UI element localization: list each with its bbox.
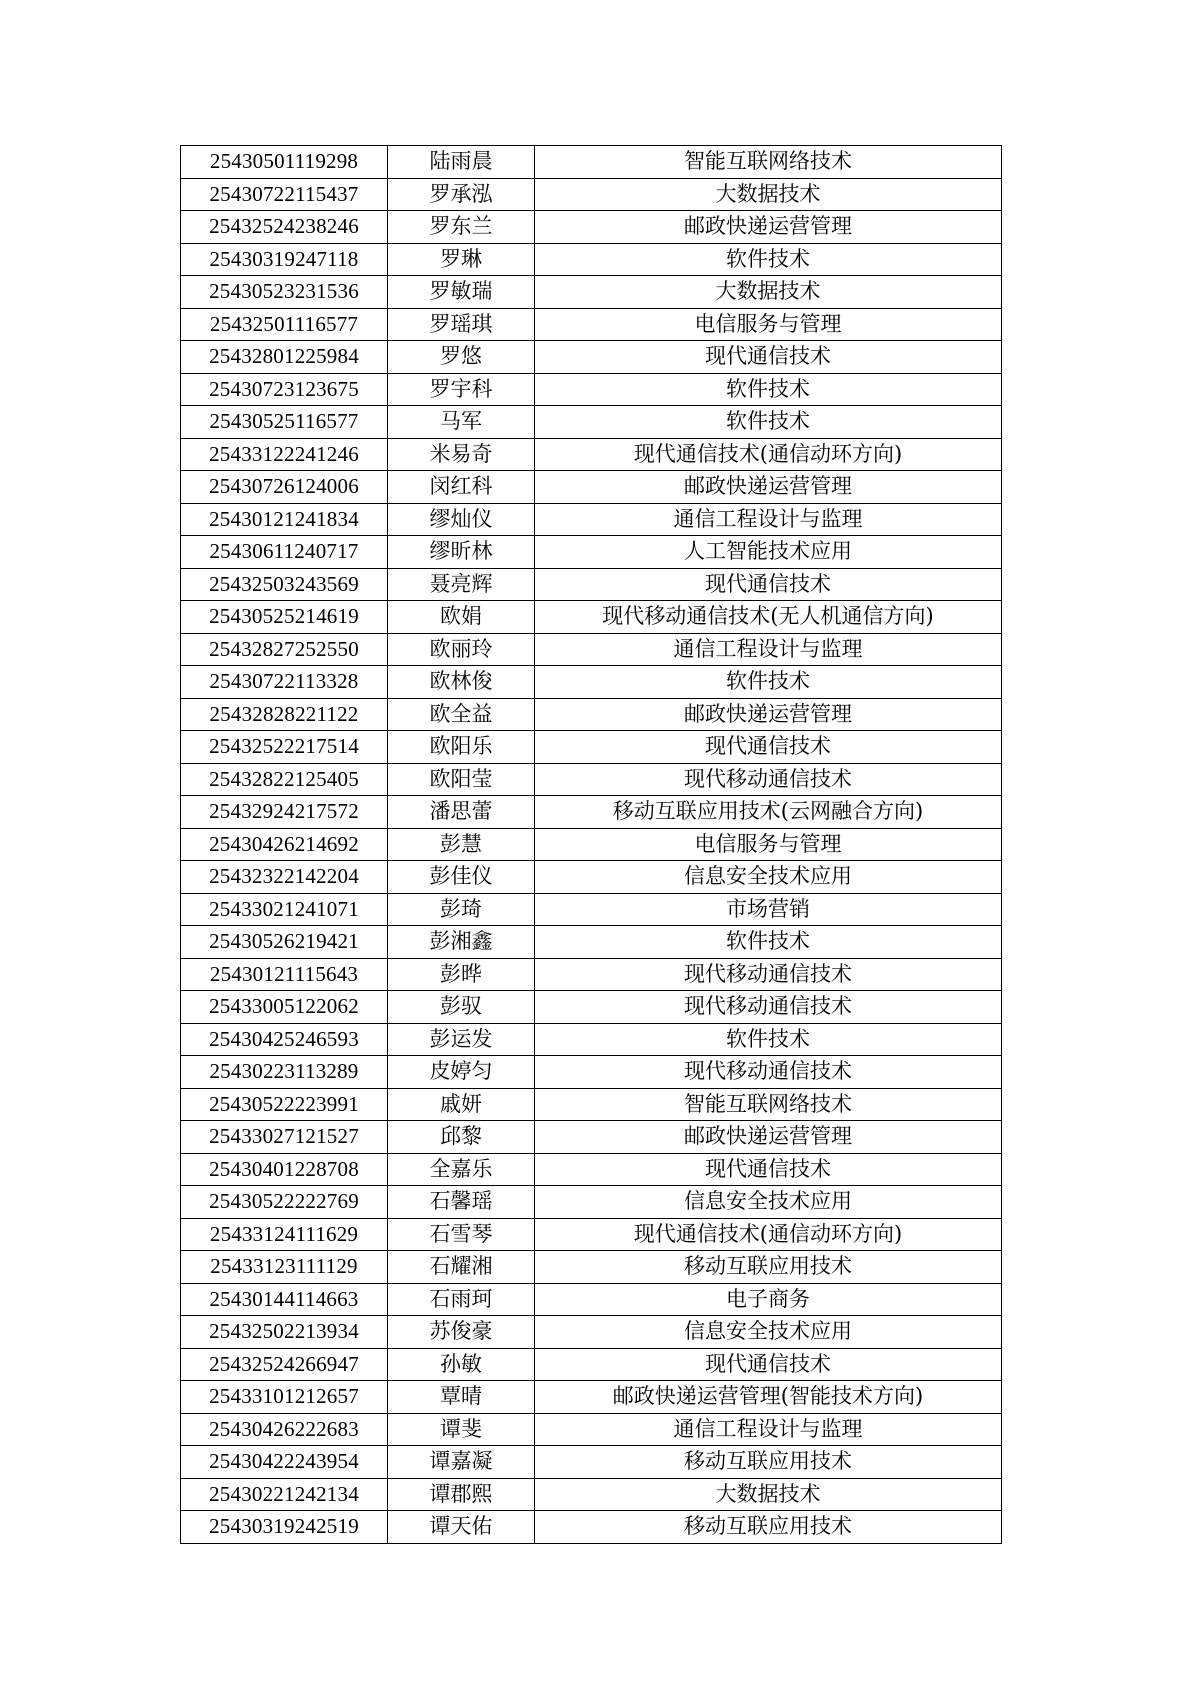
student-name-cell: 缪昕林 — [388, 536, 535, 569]
table-row — [181, 1153, 1002, 1186]
major-cell: 移动互联应用技术 — [535, 1446, 1002, 1479]
student-name-cell: 陆雨晨 — [388, 146, 535, 179]
major-cell: 大数据技术 — [535, 1478, 1002, 1511]
student-id-cell: 25433101212657 — [181, 1381, 388, 1414]
student-name-cell: 欧全益 — [388, 698, 535, 731]
student-id-cell: 25432822125405 — [181, 763, 388, 796]
table-row — [181, 146, 1002, 179]
student-name-cell: 欧阳乐 — [388, 731, 535, 764]
major-cell: 现代通信技术 — [535, 341, 1002, 374]
major-cell: 智能互联网络技术 — [535, 146, 1002, 179]
table-row — [181, 503, 1002, 536]
student-id-cell: 25430523231536 — [181, 276, 388, 309]
student-id-cell: 25430525116577 — [181, 406, 388, 439]
student-id-cell: 25433021241071 — [181, 893, 388, 926]
major-cell: 软件技术 — [535, 373, 1002, 406]
student-id-cell: 25432801225984 — [181, 341, 388, 374]
student-id-cell: 25430223113289 — [181, 1056, 388, 1089]
table-row — [181, 1283, 1002, 1316]
student-name-cell: 谭斐 — [388, 1413, 535, 1446]
student-id-cell: 25432524266947 — [181, 1348, 388, 1381]
major-cell: 现代移动通信技术 — [535, 991, 1002, 1024]
student-name-cell: 罗敏瑞 — [388, 276, 535, 309]
student-id-cell: 25432522217514 — [181, 731, 388, 764]
student-name-cell: 彭慧 — [388, 828, 535, 861]
major-cell: 人工智能技术应用 — [535, 536, 1002, 569]
table-row — [181, 1381, 1002, 1414]
major-cell: 现代通信技术 — [535, 1153, 1002, 1186]
student-name-cell: 谭天佑 — [388, 1511, 535, 1544]
student-id-cell: 25432924217572 — [181, 796, 388, 829]
student-id-cell: 25433005122062 — [181, 991, 388, 1024]
major-cell: 现代通信技术 — [535, 731, 1002, 764]
student-id-cell: 25430426214692 — [181, 828, 388, 861]
student-name-cell: 彭运发 — [388, 1023, 535, 1056]
table-row — [181, 893, 1002, 926]
major-cell: 电子商务 — [535, 1283, 1002, 1316]
major-cell: 现代移动通信技术 — [535, 958, 1002, 991]
student-name-cell: 彭晔 — [388, 958, 535, 991]
major-cell: 软件技术 — [535, 1023, 1002, 1056]
student-id-cell: 25433123111129 — [181, 1251, 388, 1284]
student-table-body — [181, 146, 1002, 1544]
major-cell: 大数据技术 — [535, 276, 1002, 309]
student-name-cell: 罗承泓 — [388, 178, 535, 211]
major-cell: 软件技术 — [535, 666, 1002, 699]
major-cell: 通信工程设计与监理 — [535, 503, 1002, 536]
student-name-cell: 彭琦 — [388, 893, 535, 926]
student-id-cell: 25430526219421 — [181, 926, 388, 959]
table-row — [181, 1056, 1002, 1089]
table-row — [181, 1251, 1002, 1284]
student-id-cell: 25430525214619 — [181, 601, 388, 634]
student-id-cell: 25430722115437 — [181, 178, 388, 211]
student-id-cell: 25430121241834 — [181, 503, 388, 536]
major-cell: 电信服务与管理 — [535, 828, 1002, 861]
table-row — [181, 438, 1002, 471]
table-row — [181, 1316, 1002, 1349]
major-cell: 信息安全技术应用 — [535, 1186, 1002, 1219]
major-cell: 邮政快递运营管理 — [535, 471, 1002, 504]
major-cell: 智能互联网络技术 — [535, 1088, 1002, 1121]
table-row — [181, 1348, 1002, 1381]
student-id-cell: 25433122241246 — [181, 438, 388, 471]
table-row — [181, 926, 1002, 959]
table-row — [181, 698, 1002, 731]
major-cell: 现代通信技术(通信动环方向) — [535, 1218, 1002, 1251]
table-row — [181, 536, 1002, 569]
student-name-cell: 罗琳 — [388, 243, 535, 276]
student-name-cell: 石雪琴 — [388, 1218, 535, 1251]
student-table — [180, 145, 1002, 1544]
major-cell: 信息安全技术应用 — [535, 1316, 1002, 1349]
table-row — [181, 731, 1002, 764]
table-row — [181, 1413, 1002, 1446]
student-id-cell: 25430144114663 — [181, 1283, 388, 1316]
student-name-cell: 彭湘鑫 — [388, 926, 535, 959]
major-cell: 邮政快递运营管理 — [535, 211, 1002, 244]
student-name-cell: 欧丽玲 — [388, 633, 535, 666]
table-row — [181, 406, 1002, 439]
student-name-cell: 欧阳莹 — [388, 763, 535, 796]
major-cell: 软件技术 — [535, 926, 1002, 959]
student-name-cell: 石雨珂 — [388, 1283, 535, 1316]
table-row — [181, 276, 1002, 309]
major-cell: 大数据技术 — [535, 178, 1002, 211]
table-row — [181, 211, 1002, 244]
student-id-cell: 25430426222683 — [181, 1413, 388, 1446]
student-id-cell: 25432322142204 — [181, 861, 388, 894]
major-cell: 通信工程设计与监理 — [535, 1413, 1002, 1446]
major-cell: 通信工程设计与监理 — [535, 633, 1002, 666]
major-cell: 邮政快递运营管理 — [535, 1121, 1002, 1154]
student-id-cell: 25430401228708 — [181, 1153, 388, 1186]
student-id-cell: 25430422243954 — [181, 1446, 388, 1479]
major-cell: 现代通信技术 — [535, 1348, 1002, 1381]
student-id-cell: 25430501119298 — [181, 146, 388, 179]
table-row — [181, 666, 1002, 699]
table-row — [181, 471, 1002, 504]
student-name-cell: 潘思蕾 — [388, 796, 535, 829]
table-row — [181, 958, 1002, 991]
major-cell: 软件技术 — [535, 243, 1002, 276]
student-id-cell: 25430319242519 — [181, 1511, 388, 1544]
major-cell: 现代通信技术 — [535, 568, 1002, 601]
table-row — [181, 308, 1002, 341]
student-name-cell: 石耀湘 — [388, 1251, 535, 1284]
major-cell: 现代移动通信技术 — [535, 763, 1002, 796]
table-row — [181, 1121, 1002, 1154]
student-id-cell: 25430319247118 — [181, 243, 388, 276]
student-name-cell: 罗东兰 — [388, 211, 535, 244]
student-id-cell: 25432501116577 — [181, 308, 388, 341]
table-row — [181, 861, 1002, 894]
major-cell: 市场营销 — [535, 893, 1002, 926]
student-name-cell: 全嘉乐 — [388, 1153, 535, 1186]
student-name-cell: 缪灿仪 — [388, 503, 535, 536]
student-name-cell: 罗瑶琪 — [388, 308, 535, 341]
student-name-cell: 皮婷匀 — [388, 1056, 535, 1089]
table-row — [181, 341, 1002, 374]
major-cell: 移动互联应用技术 — [535, 1511, 1002, 1544]
table-row — [181, 828, 1002, 861]
student-name-cell: 马军 — [388, 406, 535, 439]
student-id-cell: 25430611240717 — [181, 536, 388, 569]
student-id-cell: 25430121115643 — [181, 958, 388, 991]
student-id-cell: 25430522222769 — [181, 1186, 388, 1219]
student-name-cell: 欧娟 — [388, 601, 535, 634]
student-name-cell: 彭驭 — [388, 991, 535, 1024]
table-row — [181, 601, 1002, 634]
student-name-cell: 戚妍 — [388, 1088, 535, 1121]
major-cell: 邮政快递运营管理 — [535, 698, 1002, 731]
student-name-cell: 欧林俊 — [388, 666, 535, 699]
student-id-cell: 25430522223991 — [181, 1088, 388, 1121]
student-name-cell: 石馨瑶 — [388, 1186, 535, 1219]
student-id-cell: 25432524238246 — [181, 211, 388, 244]
student-name-cell: 邱黎 — [388, 1121, 535, 1154]
table-row — [181, 763, 1002, 796]
table-row — [181, 1186, 1002, 1219]
student-name-cell: 谭郡熙 — [388, 1478, 535, 1511]
student-name-cell: 苏俊豪 — [388, 1316, 535, 1349]
table-row — [181, 796, 1002, 829]
student-id-cell: 25430723123675 — [181, 373, 388, 406]
student-id-cell: 25433124111629 — [181, 1218, 388, 1251]
major-cell: 电信服务与管理 — [535, 308, 1002, 341]
major-cell: 邮政快递运营管理(智能技术方向) — [535, 1381, 1002, 1414]
student-name-cell: 覃晴 — [388, 1381, 535, 1414]
table-row — [181, 1023, 1002, 1056]
major-cell: 现代移动通信技术 — [535, 1056, 1002, 1089]
table-row — [181, 633, 1002, 666]
student-name-cell: 谭嘉凝 — [388, 1446, 535, 1479]
table-row — [181, 1446, 1002, 1479]
student-id-cell: 25430425246593 — [181, 1023, 388, 1056]
student-id-cell: 25433027121527 — [181, 1121, 388, 1154]
table-row — [181, 568, 1002, 601]
table-row — [181, 1088, 1002, 1121]
major-cell: 移动互联应用技术 — [535, 1251, 1002, 1284]
student-name-cell: 米易奇 — [388, 438, 535, 471]
major-cell: 移动互联应用技术(云网融合方向) — [535, 796, 1002, 829]
student-id-cell: 25430722113328 — [181, 666, 388, 699]
student-name-cell: 聂亮辉 — [388, 568, 535, 601]
major-cell: 现代移动通信技术(无人机通信方向) — [535, 601, 1002, 634]
major-cell: 现代通信技术(通信动环方向) — [535, 438, 1002, 471]
table-row — [181, 1218, 1002, 1251]
table-row — [181, 243, 1002, 276]
student-name-cell: 孙敏 — [388, 1348, 535, 1381]
student-name-cell: 彭佳仪 — [388, 861, 535, 894]
student-name-cell: 闵红科 — [388, 471, 535, 504]
student-id-cell: 25432502213934 — [181, 1316, 388, 1349]
table-row — [181, 178, 1002, 211]
student-id-cell: 25432503243569 — [181, 568, 388, 601]
major-cell: 软件技术 — [535, 406, 1002, 439]
table-row — [181, 1511, 1002, 1544]
student-id-cell: 25432827252550 — [181, 633, 388, 666]
student-id-cell: 25430221242134 — [181, 1478, 388, 1511]
student-id-cell: 25432828221122 — [181, 698, 388, 731]
student-name-cell: 罗宇科 — [388, 373, 535, 406]
student-name-cell: 罗悠 — [388, 341, 535, 374]
student-id-cell: 25430726124006 — [181, 471, 388, 504]
major-cell: 信息安全技术应用 — [535, 861, 1002, 894]
table-row — [181, 991, 1002, 1024]
table-row — [181, 373, 1002, 406]
table-row — [181, 1478, 1002, 1511]
